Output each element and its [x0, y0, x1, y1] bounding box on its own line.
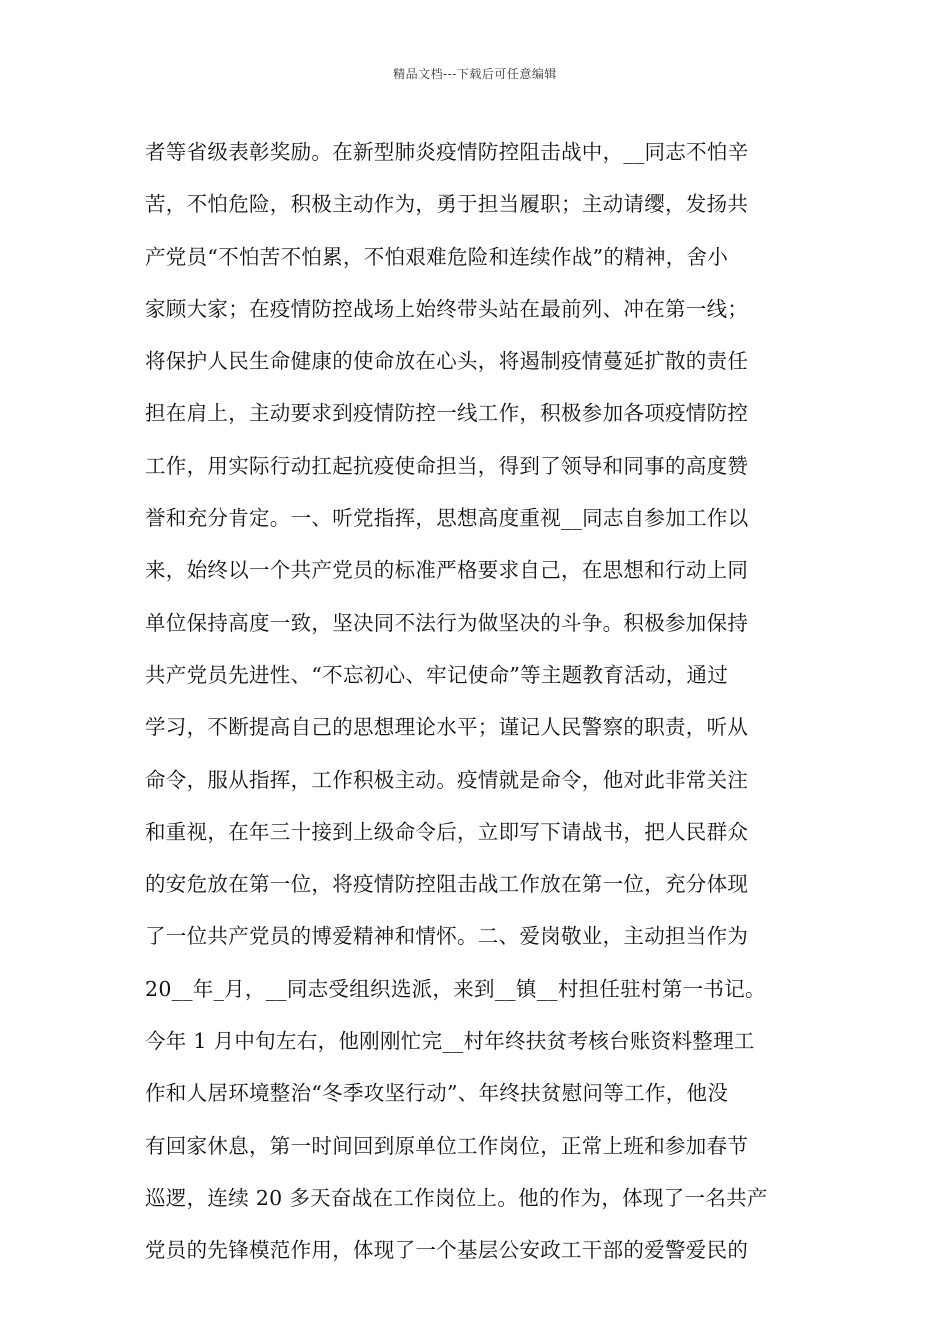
text-line: 誉和充分肯定。一、听党指挥，思想高度重视__同志自参加工作以: [145, 506, 749, 531]
text-line: 产党员“不怕苦不怕累，不怕艰难危险和连续作战”的精神，舍小: [145, 244, 729, 269]
text-line: 巡逻，连续 20 多天奋战在工作岗位上。他的作为，体现了一名共产: [145, 1185, 768, 1210]
page-header: 精品文档---下载后可任意编辑: [393, 67, 557, 81]
text-line: 了一位共产党员的博爱精神和情怀。二、爱岗敬业，主动担当作为: [145, 924, 749, 949]
text-line: 今年 1 月中旬左右，他刚刚忙完__村年终扶贫考核台账资料整理工: [145, 1029, 755, 1054]
text-line: 将保护人民生命健康的使命放在心头，将遏制疫情蔓延扩散的责任: [145, 349, 749, 374]
text-line: 学习，不断提高自己的思想理论水平；谨记人民警察的职责，听从: [145, 715, 749, 740]
text-line: 者等省级表彰奖励。在新型肺炎疫情防控阻击战中，__同志不怕辛: [145, 140, 749, 164]
text-line: 担在肩上，主动要求到疫情防控一线工作，积极参加各项疫情防控: [145, 401, 749, 426]
text-line: 和重视，在年三十接到上级命令后，立即写下请战书，把人民群众: [145, 819, 749, 844]
text-line: 苦，不怕危险，积极主动作为，勇于担当履职；主动请缨，发扬共: [145, 192, 749, 217]
text-line: 工作，用实际行动扛起抗疫使命担当，得到了领导和同事的高度赞: [145, 453, 749, 478]
text-line: 家顾大家；在疫情防控战场上始终带头站在最前列、冲在第一线；: [145, 296, 749, 321]
text-line: 单位保持高度一致，坚决同不法行为做坚决的斗争。积极参加保持: [145, 610, 749, 635]
text-line: 共产党员先进性、“不忘初心、牢记使命”等主题教育活动，通过: [145, 662, 729, 687]
text-line: 的安危放在第一位，将疫情防控阻击战工作放在第一位，充分体现: [145, 872, 749, 897]
document-body: [145, 126, 815, 1277]
text-line: 来，始终以一个共产党员的标准严格要求自己，在思想和行动上同: [145, 558, 749, 583]
text-line: 作和人居环境整治“冬季攻坚行动”、年终扶贫慰问等工作，他没: [145, 1081, 729, 1106]
text-line: 党员的先锋模范作用，体现了一个基层公安政工干部的爱警爱民的: [145, 1238, 749, 1263]
text-line: 20__年_月，__同志受组织选派，来到__镇__村担任驻村第一书记。: [145, 976, 766, 1001]
text-line: 命令，服从指挥，工作积极主动。疫情就是命令，他对此非常关注: [145, 767, 749, 792]
text-line: 有回家休息，第一时间回到原单位工作岗位，正常上班和参加春节: [145, 1133, 749, 1158]
